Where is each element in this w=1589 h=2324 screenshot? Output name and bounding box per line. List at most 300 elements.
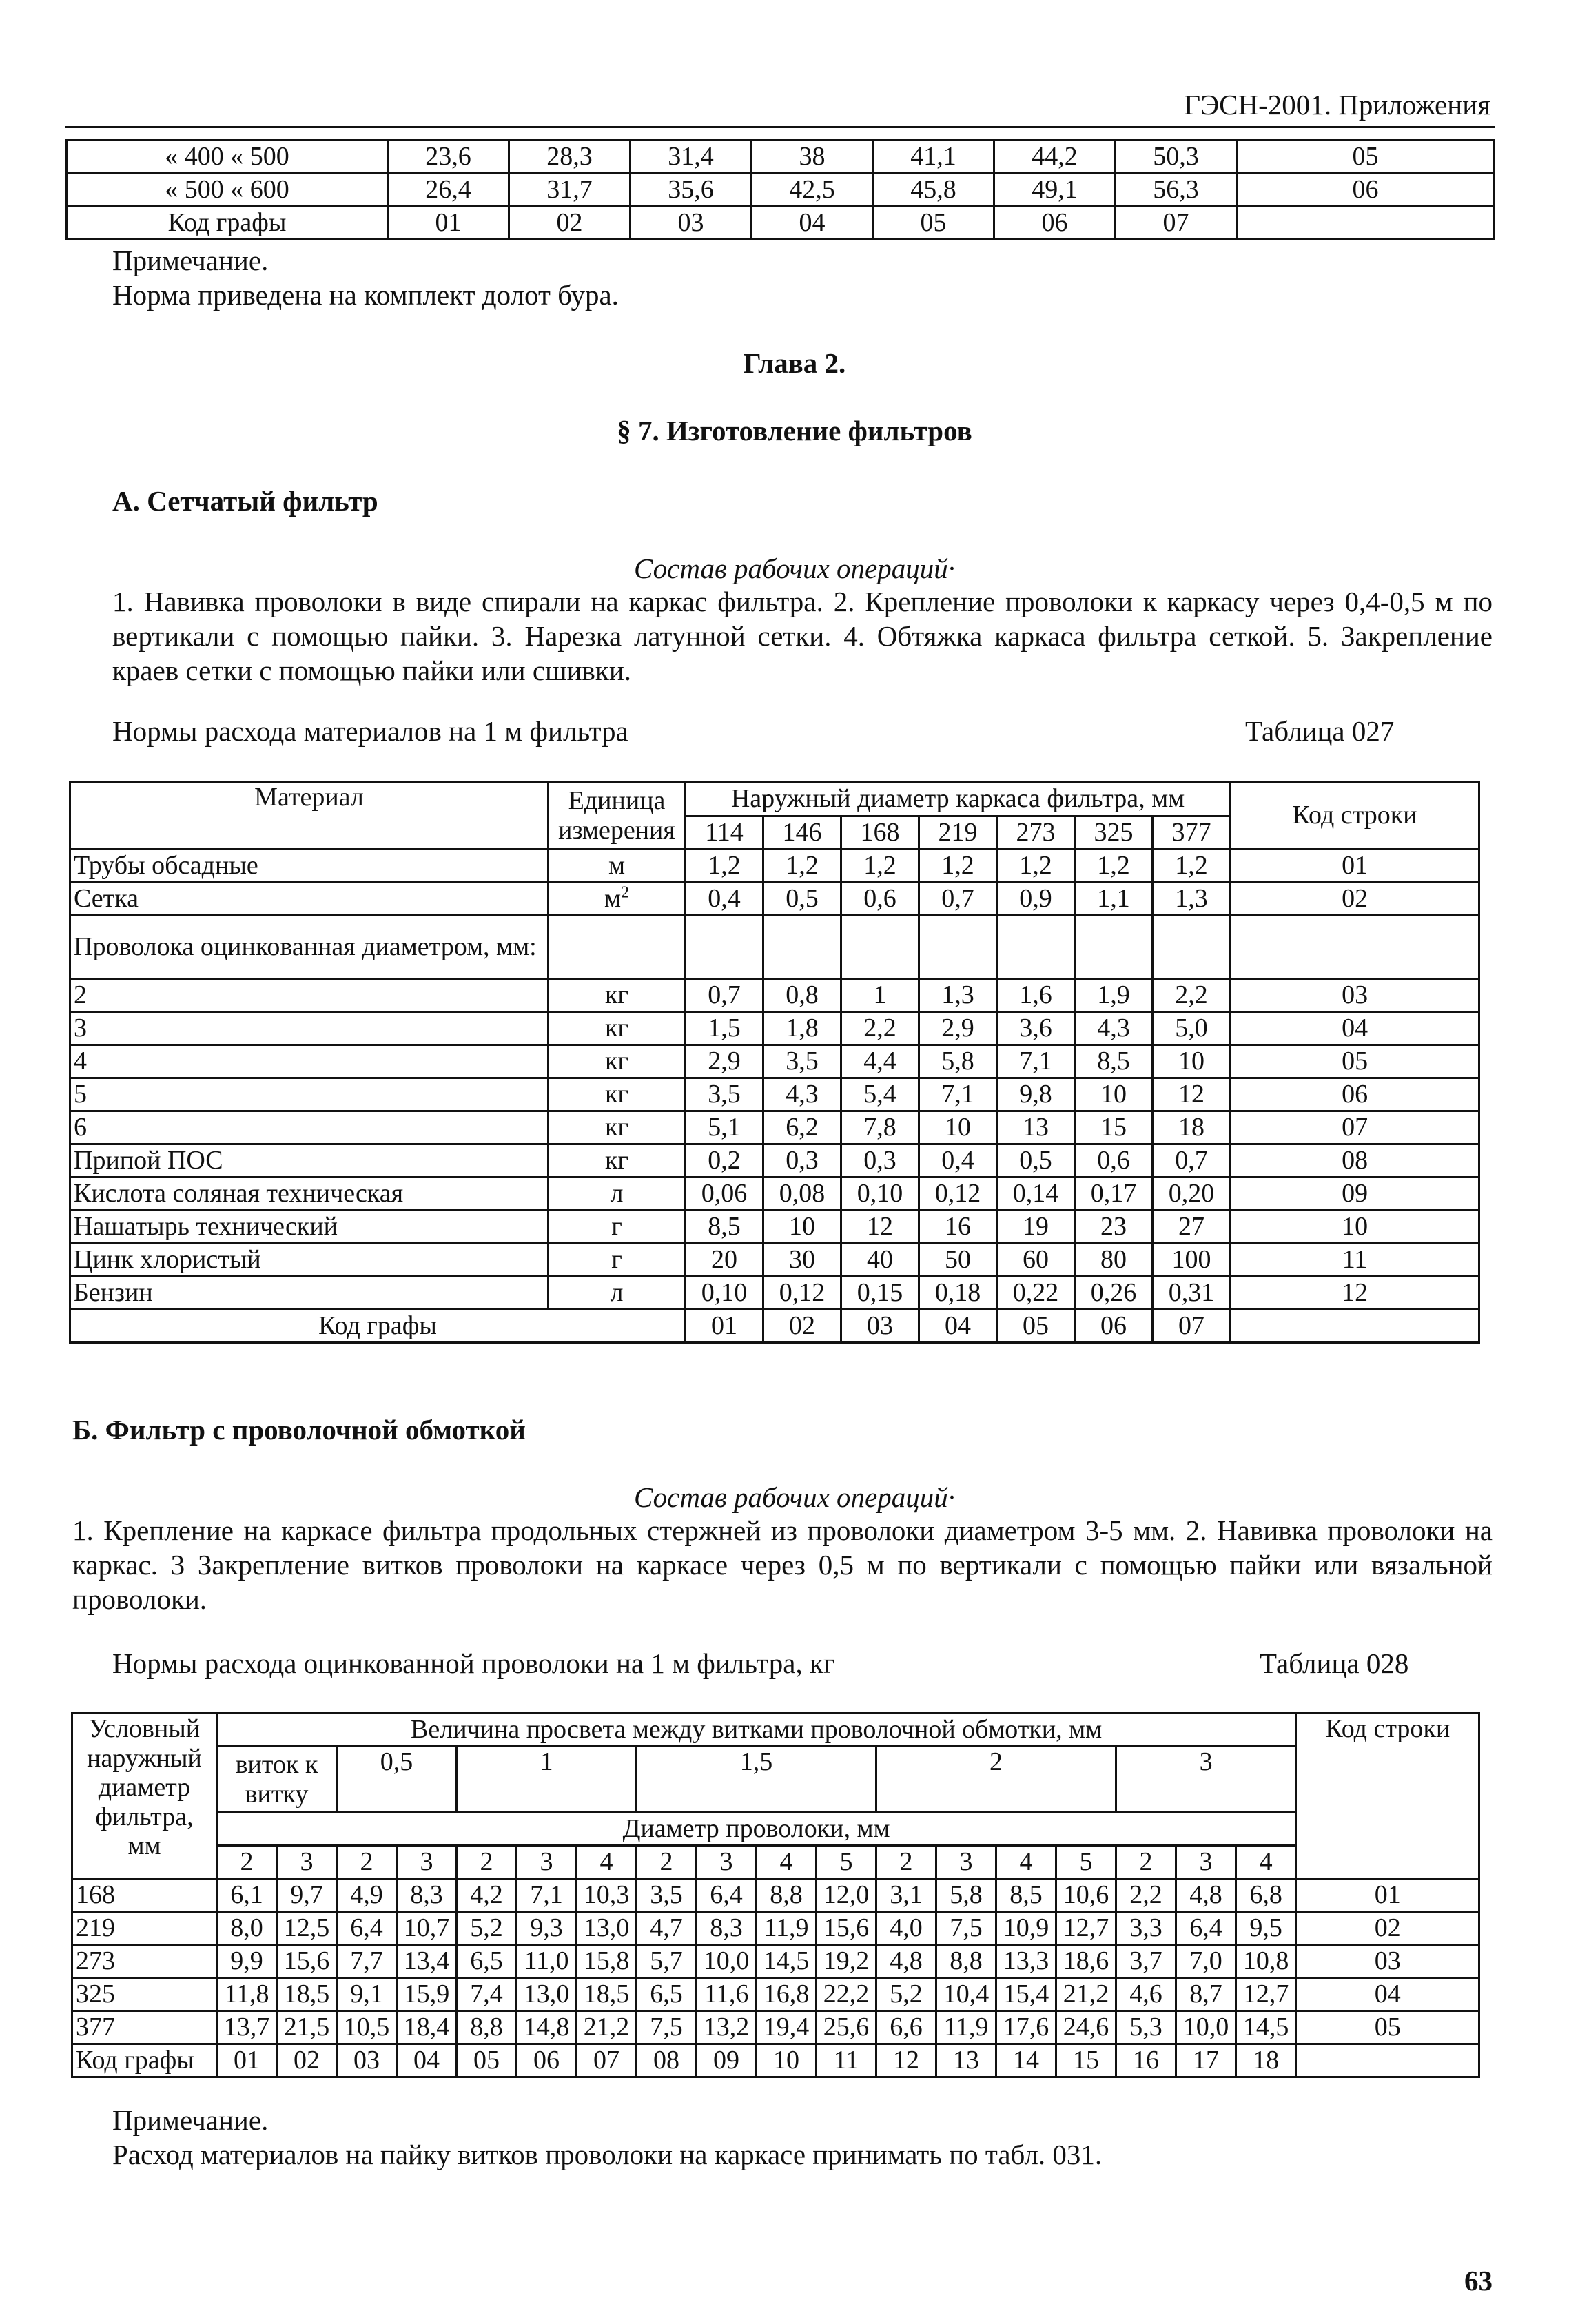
t27-diameter-273: 273 (997, 816, 1075, 850)
table-cell: 2,9 (686, 1045, 763, 1078)
table-cell: 11,9 (757, 1912, 817, 1945)
table-cell: 1,3 (1153, 883, 1231, 916)
table-cell: 45,8 (873, 174, 994, 207)
material-name: 4 (70, 1045, 549, 1078)
table-cell: 0,31 (1153, 1277, 1231, 1310)
table-cell (1237, 207, 1495, 240)
table-cell: 21,2 (577, 2011, 637, 2044)
table-row (72, 1879, 1479, 1912)
table-cell: 42,5 (752, 174, 873, 207)
t28-gap-1: 1 (457, 1747, 637, 1813)
table-cell: 3,5 (686, 1078, 763, 1111)
column-code: 04 (397, 2044, 457, 2077)
table-cell: 10,0 (1176, 2011, 1236, 2044)
table-cell: 15 (1075, 1111, 1153, 1144)
table-cell: 7,1 (919, 1078, 997, 1111)
table-cell: 0,6 (841, 883, 919, 916)
table-028-number: Таблица 028 (1260, 1647, 1409, 1679)
table-cell: 100 (1153, 1244, 1231, 1277)
table-cell: 0,7 (1153, 1144, 1231, 1178)
table-cell: 4,7 (637, 1912, 697, 1945)
row-code: 01 (1296, 1879, 1479, 1912)
unit-cell (549, 979, 686, 1012)
table-cell: 1,5 (686, 1012, 763, 1045)
table-028 (71, 1712, 1480, 2078)
table-cell: 06 (994, 207, 1116, 240)
operations-title-a: Состав рабочих операций· (634, 553, 955, 584)
column-code: 03 (841, 1310, 919, 1343)
table-cell: 13,0 (517, 1978, 577, 2011)
table-cell: 1,2 (763, 850, 841, 883)
table-row (72, 1912, 1479, 1945)
table-cell: 24,6 (1056, 2011, 1116, 2044)
unit-cell (549, 1012, 686, 1045)
table-cell: 7,7 (337, 1945, 397, 1978)
unit-text: м (604, 884, 622, 914)
table-cell: 5,2 (457, 1912, 517, 1945)
table-cell: 4,8 (1176, 1879, 1236, 1912)
table-cell: 5,1 (686, 1111, 763, 1144)
table-cell: 0,12 (763, 1277, 841, 1310)
table-cell: 0,10 (686, 1277, 763, 1310)
column-code: 02 (277, 2044, 337, 2077)
table-cell: 26,4 (388, 174, 509, 207)
table-cell: 12,7 (1236, 1978, 1296, 2011)
table-cell: 12,7 (1056, 1912, 1116, 1945)
row-code: 07 (1231, 1111, 1479, 1144)
table-cell: 14,5 (1236, 2011, 1296, 2044)
t27-diameter-377: 377 (1153, 816, 1231, 850)
table-cell: 10,8 (1236, 1945, 1296, 1978)
table-cell: 11,9 (936, 2011, 996, 2044)
table-cell: 7,5 (637, 2011, 697, 2044)
table-cell: 6,4 (337, 1912, 397, 1945)
table-cell: 6,4 (697, 1879, 757, 1912)
operations-text-b: 1. Крепление на каркасе фильтра продольных стержней из проволоки диаметром 3-5 мм. 2. Навивка проволоки на каркас. 3 Закрепление витков проволоки на каркасе через 0,5 м по вертикали с помощью пайки или вязальной проволоки. (72, 1514, 1493, 1615)
row-code: 11 (1231, 1244, 1479, 1277)
table-028-caption: Нормы расхода оцинкованной проволоки на 1 м фильтра, кг (112, 1647, 835, 1679)
material-name: Кислота соляная техническая (70, 1178, 549, 1211)
table-cell: 15,8 (577, 1945, 637, 1978)
table-cell: 12 (1153, 1078, 1231, 1111)
table-cell: 2,9 (919, 1012, 997, 1045)
table-row (72, 2011, 1479, 2044)
table-cell: 10 (763, 1211, 841, 1244)
column-code: 02 (763, 1310, 841, 1343)
table-cell: 4,4 (841, 1045, 919, 1078)
running-header: ГЭСН-2001. Приложения (1184, 89, 1490, 121)
table-row (70, 1045, 1479, 1078)
empty-cell (1231, 1310, 1479, 1343)
table-cell: 1,9 (1075, 979, 1153, 1012)
table-cell: 0,5 (763, 883, 841, 916)
table-cell: 1 (841, 979, 919, 1012)
table-cell: 35,6 (631, 174, 752, 207)
table-row (70, 1144, 1479, 1178)
t28-wire-diameter: 3 (1176, 1846, 1236, 1879)
t28-header-wire-diameter: Диаметр проволоки, мм (217, 1813, 1296, 1846)
unit-text: кг (604, 1080, 629, 1109)
t28-header-gap: Величина просвета между витками проволочной обмотки, мм (217, 1714, 1296, 1747)
table-cell: 2,2 (1153, 979, 1231, 1012)
filter-diameter: 377 (72, 2011, 217, 2044)
t28-wire-diameter: 2 (637, 1846, 697, 1879)
footer-row (70, 1310, 1479, 1343)
table-cell: 0,10 (841, 1178, 919, 1211)
table-cell: 0,12 (919, 1178, 997, 1211)
table-cell: 8,5 (1075, 1045, 1153, 1078)
material-name: Нашатырь технический (70, 1211, 549, 1244)
subsection-a-title: А. Сетчатый фильтр (112, 485, 378, 517)
table-cell: 19 (997, 1211, 1075, 1244)
table-cell: 8,3 (697, 1912, 757, 1945)
table-row (70, 1244, 1479, 1277)
column-code: 09 (697, 2044, 757, 2077)
unit-text: г (611, 1245, 622, 1275)
table-cell: 9,8 (997, 1078, 1075, 1111)
table-cell: 4,8 (876, 1945, 936, 1978)
filter-diameter: 325 (72, 1978, 217, 2011)
table-cell: 40 (841, 1244, 919, 1277)
material-name: Трубы обсадные (70, 850, 549, 883)
table-cell: 16 (919, 1211, 997, 1244)
table-cell: 9,3 (517, 1912, 577, 1945)
table-cell: 1,3 (919, 979, 997, 1012)
table-cell: 12,0 (817, 1879, 876, 1912)
t28-wire-diameter: 3 (936, 1846, 996, 1879)
table-027-number: Таблица 027 (1245, 715, 1395, 747)
table-row (72, 1978, 1479, 2011)
column-code: 18 (1236, 2044, 1296, 2077)
table-row (70, 850, 1479, 883)
table-cell: 1,1 (1075, 883, 1153, 916)
table-cell: 7,1 (997, 1045, 1075, 1078)
column-code: 15 (1056, 2044, 1116, 2077)
table-cell: 13,4 (397, 1945, 457, 1978)
column-code: 17 (1176, 2044, 1236, 2077)
t28-wire-diameter: 3 (277, 1846, 337, 1879)
table-cell: 4,9 (337, 1879, 397, 1912)
row-label: « 400 « 500 (67, 141, 388, 174)
material-name: Сетка (70, 883, 549, 916)
row-code: 02 (1296, 1912, 1479, 1945)
page-number: 63 (1464, 2265, 1493, 2296)
table-cell: 1,6 (997, 979, 1075, 1012)
table-cell: 14,5 (757, 1945, 817, 1978)
unit-cell (549, 850, 686, 883)
table-cell: 50,3 (1116, 141, 1237, 174)
table-cell: 6,4 (1176, 1912, 1236, 1945)
table-cell: 0,17 (1075, 1178, 1153, 1211)
unit-text: л (610, 1278, 624, 1308)
table-cell: 10,7 (397, 1912, 457, 1945)
unit-text: м (608, 851, 626, 881)
table-row (67, 207, 1495, 240)
t27-header-diameter: Наружный диаметр каркаса фильтра, мм (686, 782, 1231, 816)
table-cell: 10,0 (697, 1945, 757, 1978)
table-cell: 10,5 (337, 2011, 397, 2044)
t28-header-code: Код строки (1296, 1714, 1479, 1879)
unit-cell (549, 1277, 686, 1310)
unit-text: кг (604, 980, 629, 1010)
table-cell: 1,2 (686, 850, 763, 883)
table-cell: 9,5 (1236, 1912, 1296, 1945)
material-name: Бензин (70, 1277, 549, 1310)
filter-diameter: 273 (72, 1945, 217, 1978)
subsection-b-title: Б. Фильтр с проволочной обмоткой (72, 1414, 526, 1446)
table-cell: 13,0 (577, 1912, 637, 1945)
table-cell: 3,5 (637, 1879, 697, 1912)
table-cell: 3,1 (876, 1879, 936, 1912)
t28-header-diameter: Условный наружный диаметр фильтра, мм (72, 1714, 217, 1879)
t28-gap-3: 3 (1116, 1747, 1296, 1813)
table-cell: 8,5 (686, 1211, 763, 1244)
material-name: 3 (70, 1012, 549, 1045)
table-cell (997, 916, 1075, 979)
table-cell: 15,9 (397, 1978, 457, 2011)
table-row (70, 883, 1479, 916)
t27-diameter-168: 168 (841, 816, 919, 850)
table-cell: 0,26 (1075, 1277, 1153, 1310)
material-name: 5 (70, 1078, 549, 1111)
table-cell: 0,06 (686, 1178, 763, 1211)
unit-cell (549, 916, 686, 979)
t27-diameter-219: 219 (919, 816, 997, 850)
t28-wire-diameter: 2 (876, 1846, 936, 1879)
continuation-table (65, 139, 1495, 240)
table-row (70, 1178, 1479, 1211)
table-cell: 4,0 (876, 1912, 936, 1945)
note-2-label: Примечание. (112, 2104, 269, 2136)
table-cell (919, 916, 997, 979)
table-cell: 11,0 (517, 1945, 577, 1978)
table-cell: 23 (1075, 1211, 1153, 1244)
table-cell: 0,18 (919, 1277, 997, 1310)
table-row (70, 1078, 1479, 1111)
table-cell: 17,6 (996, 2011, 1056, 2044)
column-code: 10 (757, 2044, 817, 2077)
table-cell: 11,6 (697, 1978, 757, 2011)
table-cell: 18,5 (277, 1978, 337, 2011)
table-cell: 7,0 (1176, 1945, 1236, 1978)
table-cell: 23,6 (388, 141, 509, 174)
table-cell: 1,2 (997, 850, 1075, 883)
material-name: 6 (70, 1111, 549, 1144)
t27-header-code: Код строки (1231, 782, 1479, 850)
table-cell: 3,3 (1116, 1912, 1176, 1945)
table-cell: 0,3 (763, 1144, 841, 1178)
table-cell: 4,3 (1075, 1012, 1153, 1045)
table-cell: 10,3 (577, 1879, 637, 1912)
t28-wire-diameter: 3 (517, 1846, 577, 1879)
t27-diameter-325: 325 (1075, 816, 1153, 850)
table-cell: 13,3 (996, 1945, 1056, 1978)
unit-text: л (610, 1179, 624, 1209)
table-cell: 9,9 (217, 1945, 277, 1978)
table-cell: 1,2 (919, 850, 997, 883)
table-cell: 0,08 (763, 1178, 841, 1211)
column-code: 12 (876, 2044, 936, 2077)
table-cell: 7,4 (457, 1978, 517, 2011)
column-code: 06 (517, 2044, 577, 2077)
table-cell: 10 (1153, 1045, 1231, 1078)
table-cell: 12 (841, 1211, 919, 1244)
table-cell: 41,1 (873, 141, 994, 174)
table-cell: 31,4 (631, 141, 752, 174)
footer-label: Код графы (72, 2044, 217, 2077)
t27-header-unit: Единица измерения (549, 782, 686, 850)
note-text: Норма приведена на комплект долот бура. (112, 279, 619, 311)
table-cell: 9,1 (337, 1978, 397, 2011)
t28-wire-diameter: 3 (397, 1846, 457, 1879)
column-code: 01 (217, 2044, 277, 2077)
table-row (72, 1945, 1479, 1978)
table-cell: 04 (752, 207, 873, 240)
table-cell: 0,7 (686, 979, 763, 1012)
unit-cell (549, 1144, 686, 1178)
table-cell: 0,9 (997, 883, 1075, 916)
column-code: 07 (577, 2044, 637, 2077)
table-cell: 11,8 (217, 1978, 277, 2011)
row-code: 05 (1231, 1045, 1479, 1078)
table-cell: 8,8 (457, 2011, 517, 2044)
t28-wire-diameter: 4 (996, 1846, 1056, 1879)
t28-wire-diameter: 2 (1116, 1846, 1176, 1879)
table-cell: 10 (1075, 1078, 1153, 1111)
table-cell: 15,4 (996, 1978, 1056, 2011)
table-cell: 14,8 (517, 2011, 577, 2044)
table-cell: 21,2 (1056, 1978, 1116, 2011)
table-cell: 07 (1116, 207, 1237, 240)
row-code: 12 (1231, 1277, 1479, 1310)
filter-diameter: 168 (72, 1879, 217, 1912)
row-code (1231, 916, 1479, 979)
table-cell: 18,6 (1056, 1945, 1116, 1978)
unit-cell (549, 1078, 686, 1111)
t28-header-turn-to-turn: виток к витку (217, 1747, 337, 1813)
table-cell: 06 (1237, 174, 1495, 207)
unit-cell (549, 1244, 686, 1277)
row-code: 01 (1231, 850, 1479, 883)
t28-wire-diameter: 3 (697, 1846, 757, 1879)
table-cell: 18,5 (577, 1978, 637, 2011)
table-cell: 0,15 (841, 1277, 919, 1310)
table-cell: 16,8 (757, 1978, 817, 2011)
filter-diameter: 219 (72, 1912, 217, 1945)
table-cell: 15,6 (817, 1912, 876, 1945)
table-cell: 15,6 (277, 1945, 337, 1978)
unit-text: кг (604, 1014, 629, 1043)
column-code: 07 (1153, 1310, 1231, 1343)
t28-wire-diameter: 4 (757, 1846, 817, 1879)
table-cell: 0,6 (1075, 1144, 1153, 1178)
table-row (70, 1211, 1479, 1244)
table-cell: 27 (1153, 1211, 1231, 1244)
column-code: 05 (997, 1310, 1075, 1343)
unit-cell (549, 883, 686, 916)
row-code: 02 (1231, 883, 1479, 916)
table-cell: 8,5 (996, 1879, 1056, 1912)
row-code: 05 (1296, 2011, 1479, 2044)
row-label: « 500 « 600 (67, 174, 388, 207)
unit-text: кг (604, 1146, 629, 1175)
table-cell (1075, 916, 1153, 979)
table-cell: 5,8 (936, 1879, 996, 1912)
table-cell: 4,6 (1116, 1978, 1176, 2011)
table-cell: 6,5 (457, 1945, 517, 1978)
table-cell: 5,3 (1116, 2011, 1176, 2044)
table-cell: 2,2 (841, 1012, 919, 1045)
table-cell: 12,5 (277, 1912, 337, 1945)
column-code: 08 (637, 2044, 697, 2077)
column-code: 13 (936, 2044, 996, 2077)
table-row (70, 1277, 1479, 1310)
table-row (70, 1012, 1479, 1045)
footer-row (72, 2044, 1479, 2077)
table-cell: 0,2 (686, 1144, 763, 1178)
table-cell: 0,20 (1153, 1178, 1231, 1211)
table-cell: 01 (388, 207, 509, 240)
t27-diameter-146: 146 (763, 816, 841, 850)
unit-cell (549, 1045, 686, 1078)
material-name: Цинк хлористый (70, 1244, 549, 1277)
row-code: 03 (1296, 1945, 1479, 1978)
table-cell: 22,2 (817, 1978, 876, 2011)
table-cell: 13,7 (217, 2011, 277, 2044)
table-cell: 0,4 (686, 883, 763, 916)
unit-text: г (611, 1212, 622, 1242)
note-2-text: Расход материалов на пайку витков проволоки на каркасе принимать по табл. 031. (112, 2139, 1103, 2170)
material-name: Припой ПОС (70, 1144, 549, 1178)
table-cell: 2,2 (1116, 1879, 1176, 1912)
table-cell: 50 (919, 1244, 997, 1277)
table-cell: 0,3 (841, 1144, 919, 1178)
unit-text: кг (604, 1113, 629, 1142)
table-cell: 7,5 (936, 1912, 996, 1945)
table-row (67, 174, 1495, 207)
table-027 (69, 781, 1480, 1344)
table-cell: 30 (763, 1244, 841, 1277)
t28-wire-diameter: 4 (1236, 1846, 1296, 1879)
t28-gap-2: 2 (876, 1747, 1116, 1813)
table-cell (763, 916, 841, 979)
row-code: 04 (1231, 1012, 1479, 1045)
table-cell (1153, 916, 1231, 979)
row-code: 09 (1231, 1178, 1479, 1211)
table-cell: 6,8 (1236, 1879, 1296, 1912)
unit-cell (549, 1111, 686, 1144)
table-cell: 3,6 (997, 1012, 1075, 1045)
table-cell: 0,4 (919, 1144, 997, 1178)
table-cell: 6,2 (763, 1111, 841, 1144)
table-cell: 0,14 (997, 1178, 1075, 1211)
table-cell: 8,7 (1176, 1978, 1236, 2011)
table-cell: 8,0 (217, 1912, 277, 1945)
table-cell: 13 (997, 1111, 1075, 1144)
table-cell: 18,4 (397, 2011, 457, 2044)
row-label: Код графы (67, 207, 388, 240)
row-code: 08 (1231, 1144, 1479, 1178)
chapter-title: Глава 2. (743, 347, 846, 379)
empty-cell (1296, 2044, 1479, 2077)
t28-gap-0-5: 0,5 (337, 1747, 457, 1813)
operations-title-b: Состав рабочих операций· (634, 1481, 955, 1513)
row-code: 03 (1231, 979, 1479, 1012)
unit-cell (549, 1211, 686, 1244)
column-code: 06 (1075, 1310, 1153, 1343)
t27-header-material: Материал (70, 782, 549, 850)
table-cell: 0,5 (997, 1144, 1075, 1178)
